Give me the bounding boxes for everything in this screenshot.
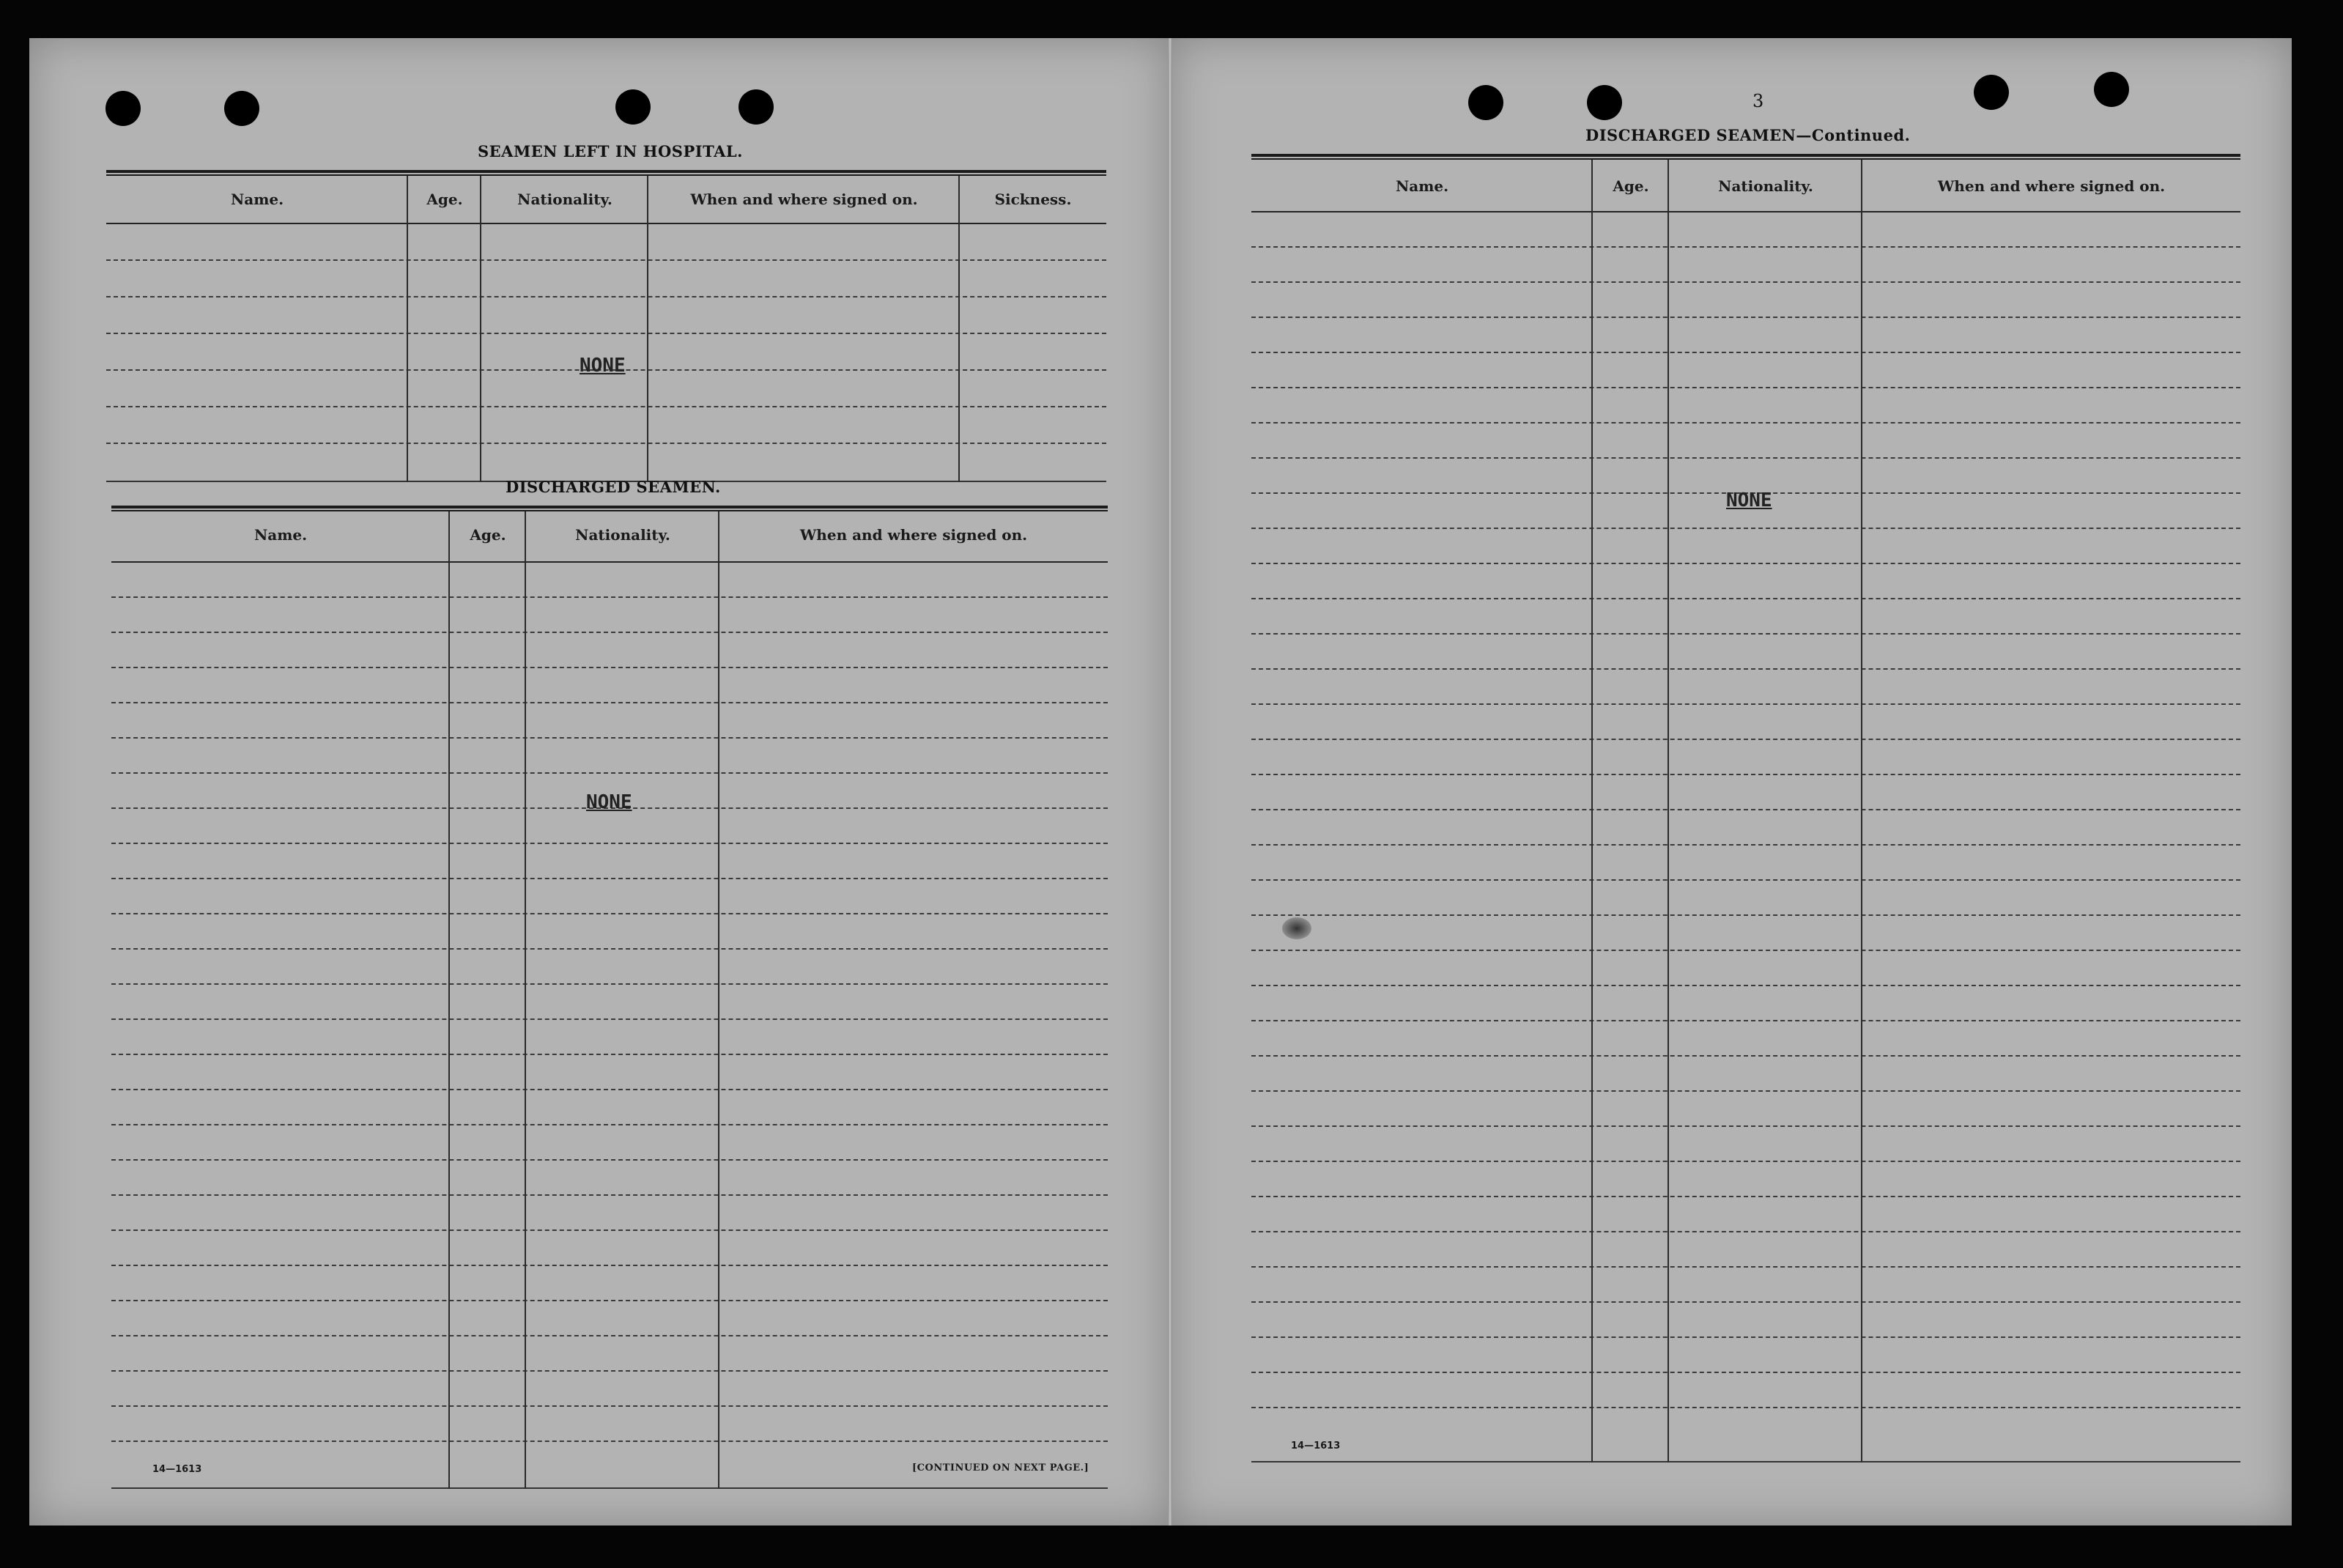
col-nationality: Nationality. xyxy=(517,191,612,208)
hospital-none-stamp: NONE xyxy=(580,355,626,377)
hospital-section-title: SEAMEN LEFT IN HOSPITAL. xyxy=(478,142,743,160)
page-fold xyxy=(1168,38,1172,1526)
continued-note: [CONTINUED ON NEXT PAGE.] xyxy=(912,1462,1089,1473)
left-page xyxy=(29,38,1169,1526)
col-age: Age. xyxy=(470,526,506,544)
discharged-continued-none-stamp: NONE xyxy=(1726,489,1772,511)
hospital-table xyxy=(106,170,1106,492)
discharged-none-stamp: NONE xyxy=(586,791,632,813)
punch-hole xyxy=(1468,85,1503,120)
punch-hole xyxy=(2094,72,2129,107)
discharged-continued-title: DISCHARGED SEAMEN—Continued. xyxy=(1585,126,1911,144)
punch-hole xyxy=(615,89,651,125)
discharged-table xyxy=(111,506,1108,1498)
right-page xyxy=(1171,38,2292,1526)
ink-smudge xyxy=(1282,917,1311,939)
col-age: Age. xyxy=(1613,177,1649,195)
col-nationality: Nationality. xyxy=(1718,177,1813,195)
discharged-continued-table xyxy=(1251,154,2240,1473)
punch-hole xyxy=(1974,75,2009,110)
discharged-section-title: DISCHARGED SEAMEN. xyxy=(506,478,721,496)
punch-hole xyxy=(106,91,141,126)
col-name: Name. xyxy=(1395,177,1449,195)
form-number: 14—1613 xyxy=(1291,1441,1341,1451)
punch-hole xyxy=(224,91,259,126)
form-number: 14—1613 xyxy=(152,1464,202,1475)
col-nationality: Nationality. xyxy=(575,526,670,544)
col-signed-on: When and where signed on. xyxy=(799,526,1028,544)
col-name: Name. xyxy=(230,191,284,208)
col-name: Name. xyxy=(253,526,308,544)
col-age: Age. xyxy=(426,191,463,208)
col-signed-on: When and where signed on. xyxy=(690,191,918,208)
col-signed-on: When and where signed on. xyxy=(1937,177,2166,195)
punch-hole xyxy=(739,89,774,125)
col-sickness: Sickness. xyxy=(994,191,1072,208)
page-number: 3 xyxy=(1752,91,1764,111)
punch-hole xyxy=(1587,85,1622,120)
